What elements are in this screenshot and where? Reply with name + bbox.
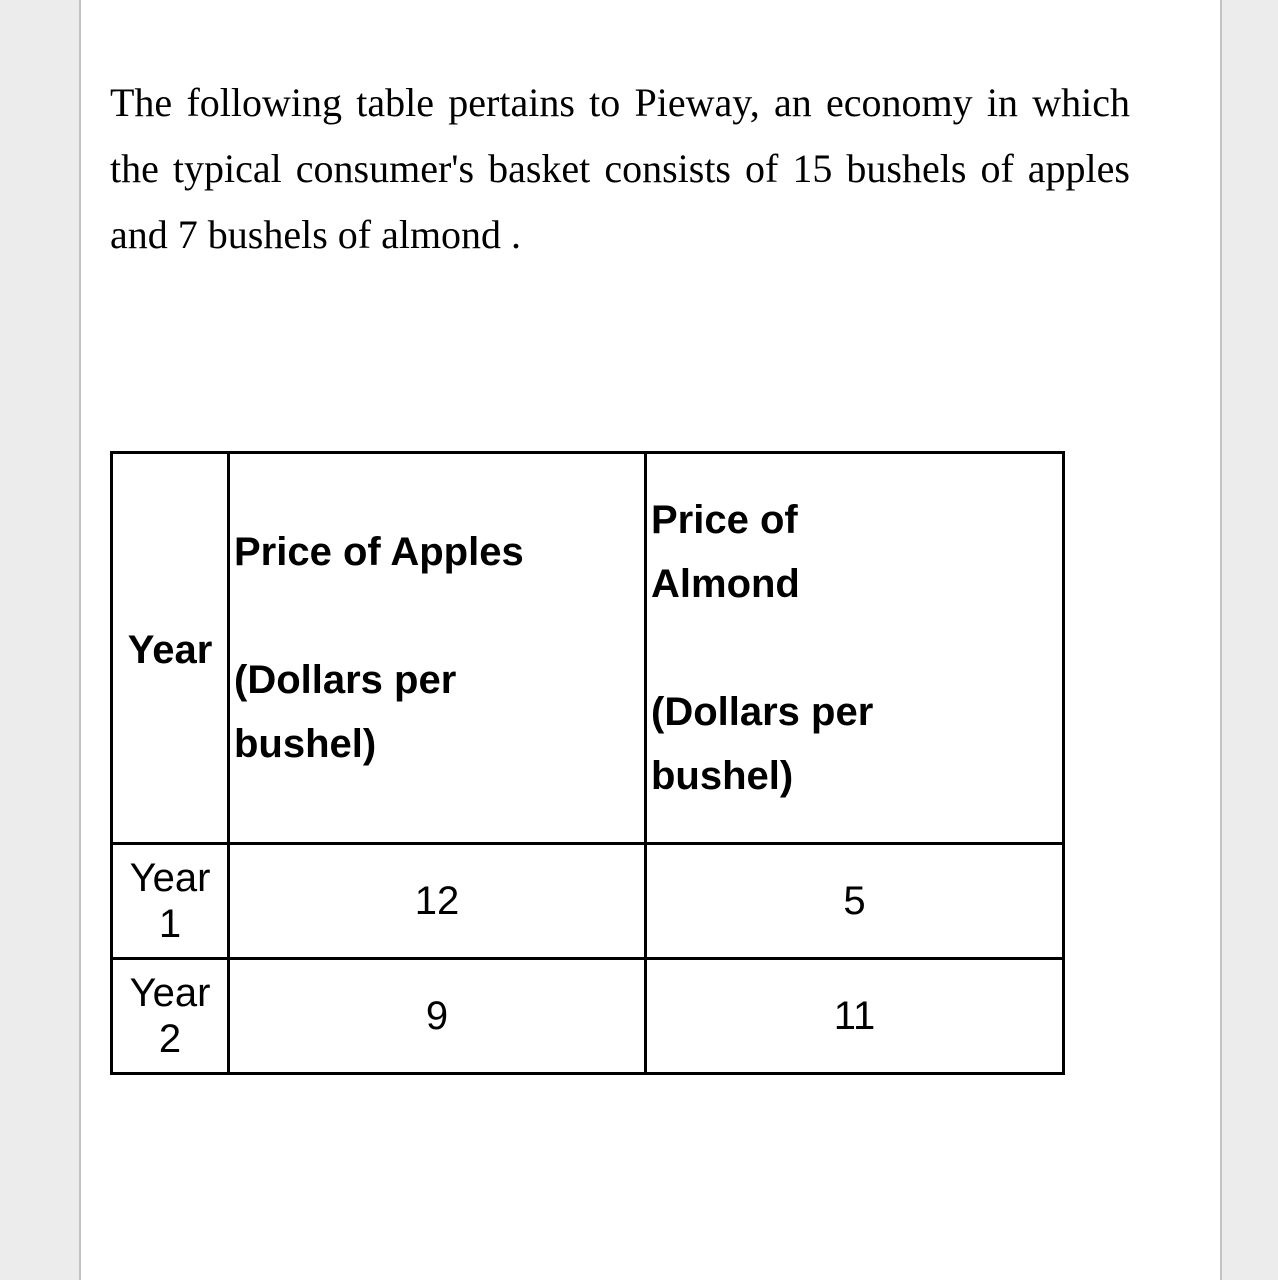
year-number: 2 — [158, 1017, 182, 1061]
almond-price-cell: 5 — [646, 844, 1064, 959]
intro-paragraph: The following table pertains to Pieway, an economy in which the typical consumer's basket consists of 15 bushels of apples and 7 bushels of almond . — [110, 80, 1130, 257]
header-almond-title-1: Price of — [651, 498, 798, 542]
almond-price-cell: 11 — [646, 959, 1064, 1074]
year-number: 1 — [158, 902, 182, 946]
header-apples-title: Price of Apples — [234, 530, 524, 574]
header-apples-unit-2: bushel) — [234, 722, 377, 766]
apples-price-cell: 12 — [229, 844, 646, 959]
table-header-row — [112, 453, 1064, 844]
header-apples-unit-1: (Dollars per — [234, 658, 457, 702]
year-cell — [112, 844, 229, 959]
header-year-label: Year — [127, 627, 213, 672]
header-price-of-apples — [229, 453, 646, 844]
apples-price-cell: 9 — [229, 959, 646, 1074]
price-table — [110, 451, 1065, 1075]
year-cell — [112, 959, 229, 1074]
table-row — [112, 844, 1064, 959]
table-row — [112, 959, 1064, 1074]
year-label: Year — [129, 856, 211, 900]
header-year — [112, 453, 229, 844]
year-label: Year — [129, 971, 211, 1015]
header-almond-unit-1: (Dollars per — [651, 690, 874, 734]
header-price-of-almond — [646, 453, 1064, 844]
header-almond-unit-2: bushel) — [651, 754, 794, 798]
header-almond-title-2: Almond — [651, 562, 800, 606]
